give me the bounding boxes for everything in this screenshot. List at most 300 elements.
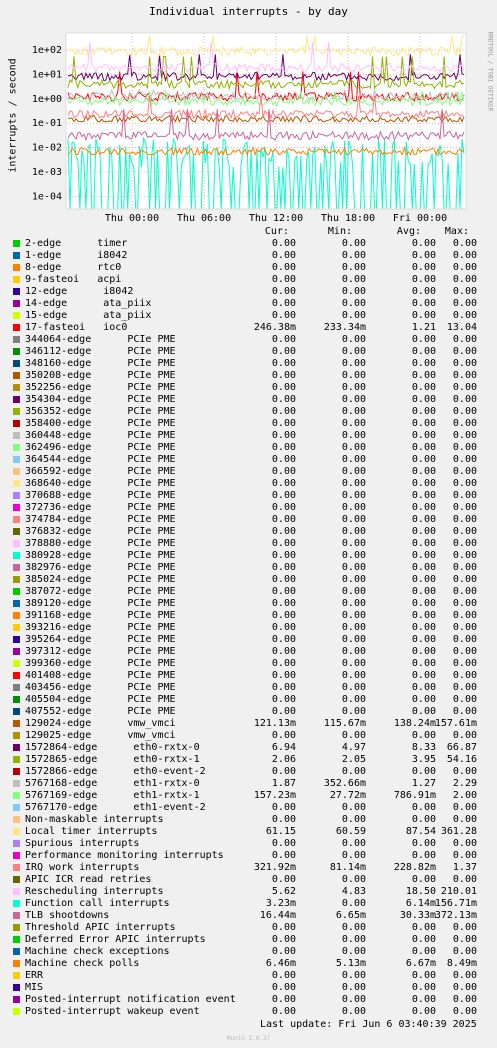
legend-row (0, 370, 497, 382)
legend-min-value: 0.00 (341, 358, 366, 369)
legend-max-value: 2.00 (452, 790, 477, 801)
legend-cur-value: 0.00 (271, 238, 296, 249)
legend-max-value: 372.13m (434, 910, 477, 921)
legend-avg-value: 0.00 (411, 286, 436, 297)
legend-row (0, 790, 497, 802)
legend-row (0, 454, 497, 466)
legend-max-value: 0.00 (452, 982, 477, 993)
legend-max-value: 361.28 (440, 826, 477, 837)
legend-min-value: 0.00 (341, 442, 366, 453)
legend-label: 2-edge timer (25, 238, 128, 249)
legend-avg-value: 0.00 (411, 850, 436, 861)
legend-swatch (13, 984, 20, 991)
legend-max-value: 0.00 (452, 622, 477, 633)
legend-max-value: 0.00 (452, 262, 477, 273)
legend-row (0, 982, 497, 994)
legend-avg-value: 0.00 (411, 574, 436, 585)
legend-swatch (13, 468, 20, 475)
legend-cur-value: 0.00 (271, 970, 296, 981)
y-tick-label: 1e+02 (31, 45, 62, 57)
legend-avg-value: 0.00 (411, 658, 436, 669)
legend-swatch (13, 552, 20, 559)
legend-label: 376832-edge PCIe PME (25, 526, 176, 537)
legend-swatch (13, 960, 20, 967)
legend-label: Function call interrupts (25, 898, 170, 909)
legend-row (0, 406, 497, 418)
legend-row (0, 634, 497, 646)
legend-label: 9-fasteoi acpi (25, 274, 122, 285)
legend-swatch (13, 336, 20, 343)
legend-row (0, 778, 497, 790)
legend-swatch (13, 408, 20, 415)
legend-label: 15-edge ata_piix (25, 310, 152, 321)
legend-swatch (13, 672, 20, 679)
legend-cur-value: 121.13m (253, 718, 296, 729)
legend-cur-value: 1.87 (271, 778, 296, 789)
legend-cur-value: 0.00 (271, 430, 296, 441)
legend-label: Rescheduling interrupts (25, 886, 164, 897)
legend-avg-value: 0.00 (411, 586, 436, 597)
x-tick-label: Thu 18:00 (320, 213, 376, 224)
legend-min-value: 0.00 (341, 994, 366, 1005)
legend-cur-value: 0.00 (271, 694, 296, 705)
legend-min-value: 0.00 (341, 502, 366, 513)
legend-label: MIS (25, 982, 44, 993)
legend-avg-value: 138.24m (393, 718, 436, 729)
legend-row (0, 850, 497, 862)
legend-row (0, 898, 497, 910)
legend-max-value: 0.00 (452, 874, 477, 885)
legend-max-value: 0.00 (452, 610, 477, 621)
legend-swatch (13, 696, 20, 703)
legend-swatch (13, 684, 20, 691)
legend-cur-value: 0.00 (271, 454, 296, 465)
legend-swatch (13, 564, 20, 571)
legend-label: Machine check polls (25, 958, 140, 969)
legend-min-value: 0.00 (341, 598, 366, 609)
legend-row (0, 1006, 497, 1018)
legend-cur-value: 0.00 (271, 634, 296, 645)
legend-avg-value: 0.00 (411, 394, 436, 405)
legend-label: 356352-edge PCIe PME (25, 406, 176, 417)
legend-avg-value: 3.95 (411, 754, 436, 765)
legend-label: 360448-edge PCIe PME (25, 430, 176, 441)
legend-min-value: 4.83 (341, 886, 366, 897)
legend-avg-value: 0.00 (411, 994, 436, 1005)
legend-label: 374784-edge PCIe PME (25, 514, 176, 525)
legend-avg-value: 0.00 (411, 274, 436, 285)
legend-min-value: 0.00 (341, 670, 366, 681)
legend-cur-value: 0.00 (271, 490, 296, 501)
legend-max-value: 157.61m (434, 718, 477, 729)
legend-cur-value: 0.00 (271, 502, 296, 513)
legend-max-value: 0.00 (452, 478, 477, 489)
legend-cur-value: 0.00 (271, 406, 296, 417)
legend-swatch (13, 288, 20, 295)
legend-max-value: 0.00 (452, 514, 477, 525)
legend-cur-value: 0.00 (271, 814, 296, 825)
legend-swatch (13, 264, 20, 271)
legend-label: 362496-edge PCIe PME (25, 442, 176, 453)
legend-row (0, 490, 497, 502)
legend-avg-value: 0.00 (411, 370, 436, 381)
legend-swatch (13, 312, 20, 319)
legend-swatch (13, 480, 20, 487)
legend-label: 401408-edge PCIe PME (25, 670, 176, 681)
legend-min-value: 0.00 (341, 814, 366, 825)
legend-row (0, 310, 497, 322)
chart-plot (0, 0, 497, 226)
legend-cur-value: 0.00 (271, 250, 296, 261)
legend-cur-value: 0.00 (271, 874, 296, 885)
legend-row (0, 922, 497, 934)
legend-max-value: 0.00 (452, 814, 477, 825)
legend-row (0, 682, 497, 694)
legend-swatch (13, 804, 20, 811)
legend-label: 385024-edge PCIe PME (25, 574, 176, 585)
legend-swatch (13, 396, 20, 403)
legend-max-value: 0.00 (452, 730, 477, 741)
y-tick-label: 1e-01 (31, 118, 62, 130)
legend-row (0, 838, 497, 850)
legend-min-value: 0.00 (341, 922, 366, 933)
legend-max-value: 0.00 (452, 334, 477, 345)
legend-min-value: 0.00 (341, 394, 366, 405)
legend-header-max: Max: (444, 226, 469, 237)
legend-min-value: 0.00 (341, 970, 366, 981)
legend-max-value: 0.00 (452, 802, 477, 813)
legend-label: 382976-edge PCIe PME (25, 562, 176, 573)
legend-max-value: 0.00 (452, 586, 477, 597)
legend-label: 399360-edge PCIe PME (25, 658, 176, 669)
legend-cur-value: 6.46m (265, 958, 296, 969)
legend-cur-value: 16.44m (259, 910, 296, 921)
legend-label: Posted-interrupt notification event (25, 994, 236, 1005)
legend-cur-value: 0.00 (271, 586, 296, 597)
legend-label: 393216-edge PCIe PME (25, 622, 176, 633)
legend-row (0, 574, 497, 586)
legend-max-value: 0.00 (452, 430, 477, 441)
legend-avg-value: 0.00 (411, 646, 436, 657)
legend-row (0, 550, 497, 562)
legend-row (0, 958, 497, 970)
legend-min-value: 0.00 (341, 574, 366, 585)
legend-avg-value: 0.00 (411, 538, 436, 549)
legend-row (0, 718, 497, 730)
legend-min-value: 352.66m (323, 778, 366, 789)
legend-avg-value: 0.00 (411, 670, 436, 681)
legend-cur-value: 0.00 (271, 610, 296, 621)
legend-header-min: Min: (327, 226, 352, 237)
legend-swatch (13, 456, 20, 463)
legend-max-value: 0.00 (452, 238, 477, 249)
legend-swatch (13, 1008, 20, 1015)
legend-swatch (13, 240, 20, 247)
legend-max-value: 0.00 (452, 406, 477, 417)
y-tick-label: 1e-02 (31, 142, 62, 154)
rrdtool-credit: RRDTOOL / TOBI OETIKER (486, 31, 494, 112)
legend-min-value: 0.00 (341, 526, 366, 537)
legend-label: 405504-edge PCIe PME (25, 694, 176, 705)
legend-max-value: 0.00 (452, 538, 477, 549)
legend-label: 1-edge i8042 (25, 250, 128, 261)
legend-label: 350208-edge PCIe PME (25, 370, 176, 381)
legend-avg-value: 0.00 (411, 1006, 436, 1017)
legend-label: 358400-edge PCIe PME (25, 418, 176, 429)
legend-avg-value: 228.82m (393, 862, 436, 873)
legend-avg-value: 0.00 (411, 814, 436, 825)
legend-swatch (13, 624, 20, 631)
legend-min-value: 115.67m (323, 718, 366, 729)
legend-row (0, 934, 497, 946)
legend-avg-value: 0.00 (411, 466, 436, 477)
legend-swatch (13, 360, 20, 367)
legend-max-value: 0.00 (452, 454, 477, 465)
legend-swatch (13, 600, 20, 607)
legend-row (0, 238, 497, 250)
legend-max-value: 210.01 (440, 886, 477, 897)
legend-max-value: 0.00 (452, 922, 477, 933)
legend-max-value: 0.00 (452, 682, 477, 693)
chart-title: Individual interrupts - by day (149, 5, 348, 18)
legend-row (0, 730, 497, 742)
legend-row (0, 394, 497, 406)
legend-cur-value: 0.00 (271, 346, 296, 357)
legend-label: Threshold APIC interrupts (25, 922, 176, 933)
legend-swatch (13, 660, 20, 667)
legend-cur-value: 0.00 (271, 766, 296, 777)
legend-cur-value: 0.00 (271, 562, 296, 573)
legend-swatch (13, 504, 20, 511)
legend-label: Machine check exceptions (25, 946, 170, 957)
legend-swatch (13, 528, 20, 535)
legend-min-value: 0.00 (341, 934, 366, 945)
legend-row (0, 322, 497, 334)
legend-label: 380928-edge PCIe PME (25, 550, 176, 561)
legend-min-value: 0.00 (341, 730, 366, 741)
legend-cur-value: 0.00 (271, 334, 296, 345)
legend-max-value: 0.00 (452, 598, 477, 609)
legend-min-value: 0.00 (341, 238, 366, 249)
legend-avg-value: 0.00 (411, 238, 436, 249)
legend-max-value: 0.00 (452, 766, 477, 777)
legend-avg-value: 0.00 (411, 310, 436, 321)
legend-row (0, 754, 497, 766)
legend-row (0, 334, 497, 346)
legend-row (0, 418, 497, 430)
legend-label: 17-fasteoi ioc0 (25, 322, 128, 333)
legend-avg-value: 0.00 (411, 334, 436, 345)
legend-swatch (13, 756, 20, 763)
legend-min-value: 0.00 (341, 658, 366, 669)
legend-label: 1572864-edge eth0-rxtx-0 (25, 742, 200, 753)
legend-row (0, 358, 497, 370)
legend-max-value: 1.37 (452, 862, 477, 873)
legend-avg-value: 0.00 (411, 406, 436, 417)
legend-cur-value: 0.00 (271, 646, 296, 657)
legend-min-value: 0.00 (341, 454, 366, 465)
legend-swatch (13, 864, 20, 871)
legend-label: 14-edge ata_piix (25, 298, 152, 309)
legend-max-value: 2.29 (452, 778, 477, 789)
legend-min-value: 0.00 (341, 646, 366, 657)
legend-min-value: 0.00 (341, 586, 366, 597)
legend-label: 403456-edge PCIe PME (25, 682, 176, 693)
legend-row (0, 610, 497, 622)
legend-label: IRQ work interrupts (25, 862, 140, 873)
legend-swatch (13, 792, 20, 799)
legend-swatch (13, 780, 20, 787)
legend-avg-value: 0.00 (411, 502, 436, 513)
legend-avg-value: 0.00 (411, 730, 436, 741)
legend-avg-value: 0.00 (411, 982, 436, 993)
legend-cur-value: 0.00 (271, 478, 296, 489)
legend-row (0, 622, 497, 634)
legend-swatch (13, 828, 20, 835)
legend-cur-value: 61.15 (265, 826, 296, 837)
y-tick-label: 1e-04 (31, 191, 62, 203)
munin-version: Munin 2.0.37 (226, 1035, 271, 1042)
x-tick-label: Fri 00:00 (392, 213, 448, 224)
legend-cur-value: 0.00 (271, 418, 296, 429)
legend-row (0, 430, 497, 442)
legend-swatch (13, 492, 20, 499)
legend-row (0, 346, 497, 358)
legend-min-value: 5.13m (335, 958, 366, 969)
legend-max-value: 0.00 (452, 694, 477, 705)
legend-cur-value: 3.23m (265, 898, 296, 909)
legend-cur-value: 0.00 (271, 802, 296, 813)
y-tick-label: 1e+00 (31, 93, 62, 105)
legend-row (0, 586, 497, 598)
legend-min-value: 0.00 (341, 562, 366, 573)
legend-cur-value: 0.00 (271, 574, 296, 585)
legend-avg-value: 0.00 (411, 970, 436, 981)
legend-min-value: 0.00 (341, 406, 366, 417)
legend-row (0, 262, 497, 274)
legend-cur-value: 0.00 (271, 382, 296, 393)
legend-row (0, 526, 497, 538)
legend-avg-value: 8.33 (411, 742, 436, 753)
legend-label: 387072-edge PCIe PME (25, 586, 176, 597)
legend-max-value: 0.00 (452, 502, 477, 513)
legend-swatch (13, 348, 20, 355)
legend-min-value: 0.00 (341, 982, 366, 993)
legend-avg-value: 1.27 (411, 778, 436, 789)
legend-cur-value: 0.00 (271, 1006, 296, 1017)
legend-label: 368640-edge PCIe PME (25, 478, 176, 489)
legend-avg-value: 0.00 (411, 682, 436, 693)
legend-avg-value: 0.00 (411, 382, 436, 393)
legend-cur-value: 6.94 (271, 742, 296, 753)
legend-label: Posted-interrupt wakeup event (25, 1006, 200, 1017)
legend-row (0, 286, 497, 298)
legend-avg-value: 0.00 (411, 358, 436, 369)
legend-cur-value: 0.00 (271, 682, 296, 693)
legend-max-value: 0.00 (452, 1006, 477, 1017)
legend-avg-value: 0.00 (411, 610, 436, 621)
legend-swatch (13, 576, 20, 583)
y-axis-label: interrupts / second (7, 58, 19, 173)
legend-max-value: 0.00 (452, 994, 477, 1005)
legend-cur-value: 0.00 (271, 730, 296, 741)
legend-row (0, 994, 497, 1006)
legend-cur-value: 0.00 (271, 370, 296, 381)
x-tick-label: Thu 00:00 (104, 213, 160, 224)
legend-min-value: 0.00 (341, 1006, 366, 1017)
legend-max-value: 0.00 (452, 370, 477, 381)
legend-row (0, 886, 497, 898)
legend-row (0, 250, 497, 262)
legend-max-value: 0.00 (452, 286, 477, 297)
legend-row (0, 478, 497, 490)
legend-max-value: 0.00 (452, 250, 477, 261)
legend-min-value: 0.00 (341, 706, 366, 717)
legend-min-value: 0.00 (341, 874, 366, 885)
legend-cur-value: 0.00 (271, 934, 296, 945)
legend-avg-value: 30.33m (399, 910, 436, 921)
legend-avg-value: 0.00 (411, 550, 436, 561)
legend-header-avg: Avg: (396, 226, 421, 237)
legend-min-value: 0.00 (341, 346, 366, 357)
legend-max-value: 0.00 (452, 706, 477, 717)
legend-max-value: 0.00 (452, 574, 477, 585)
legend-max-value: 13.04 (446, 322, 477, 333)
legend-cur-value: 246.38m (253, 322, 296, 333)
legend-swatch (13, 516, 20, 523)
legend-max-value: 156.71m (434, 898, 477, 909)
legend-min-value: 0.00 (341, 466, 366, 477)
legend-avg-value: 0.00 (411, 562, 436, 573)
legend-cur-value: 0.00 (271, 526, 296, 537)
legend-cur-value: 0.00 (271, 466, 296, 477)
legend-swatch (13, 876, 20, 883)
legend-cur-value: 0.00 (271, 982, 296, 993)
legend-min-value: 0.00 (341, 382, 366, 393)
legend-avg-value: 786.91m (393, 790, 436, 801)
legend-avg-value: 0.00 (411, 934, 436, 945)
legend-label: Non-maskable interrupts (25, 814, 164, 825)
legend-swatch (13, 432, 20, 439)
legend-swatch (13, 924, 20, 931)
legend-swatch (13, 588, 20, 595)
legend-cur-value: 0.00 (271, 994, 296, 1005)
legend-avg-value: 6.67m (405, 958, 436, 969)
legend-avg-value: 0.00 (411, 922, 436, 933)
legend-min-value: 0.00 (341, 766, 366, 777)
legend-max-value: 0.00 (452, 526, 477, 537)
legend-avg-value: 1.21 (411, 322, 436, 333)
legend-row (0, 466, 497, 478)
legend-swatch (13, 972, 20, 979)
legend-cur-value: 5.62 (271, 886, 296, 897)
legend-label: 370688-edge PCIe PME (25, 490, 176, 501)
legend-min-value: 0.00 (341, 682, 366, 693)
legend-max-value: 0.00 (452, 466, 477, 477)
legend-swatch (13, 372, 20, 379)
legend-row (0, 442, 497, 454)
legend-max-value: 0.00 (452, 670, 477, 681)
legend-max-value: 0.00 (452, 418, 477, 429)
legend-avg-value: 0.00 (411, 694, 436, 705)
legend-avg-value: 0.00 (411, 442, 436, 453)
legend-min-value: 0.00 (341, 430, 366, 441)
legend-swatch (13, 900, 20, 907)
legend-label: 12-edge i8042 (25, 286, 134, 297)
legend-min-value: 0.00 (341, 694, 366, 705)
legend-min-value: 27.72m (329, 790, 366, 801)
legend-label: 391168-edge PCIe PME (25, 610, 176, 621)
